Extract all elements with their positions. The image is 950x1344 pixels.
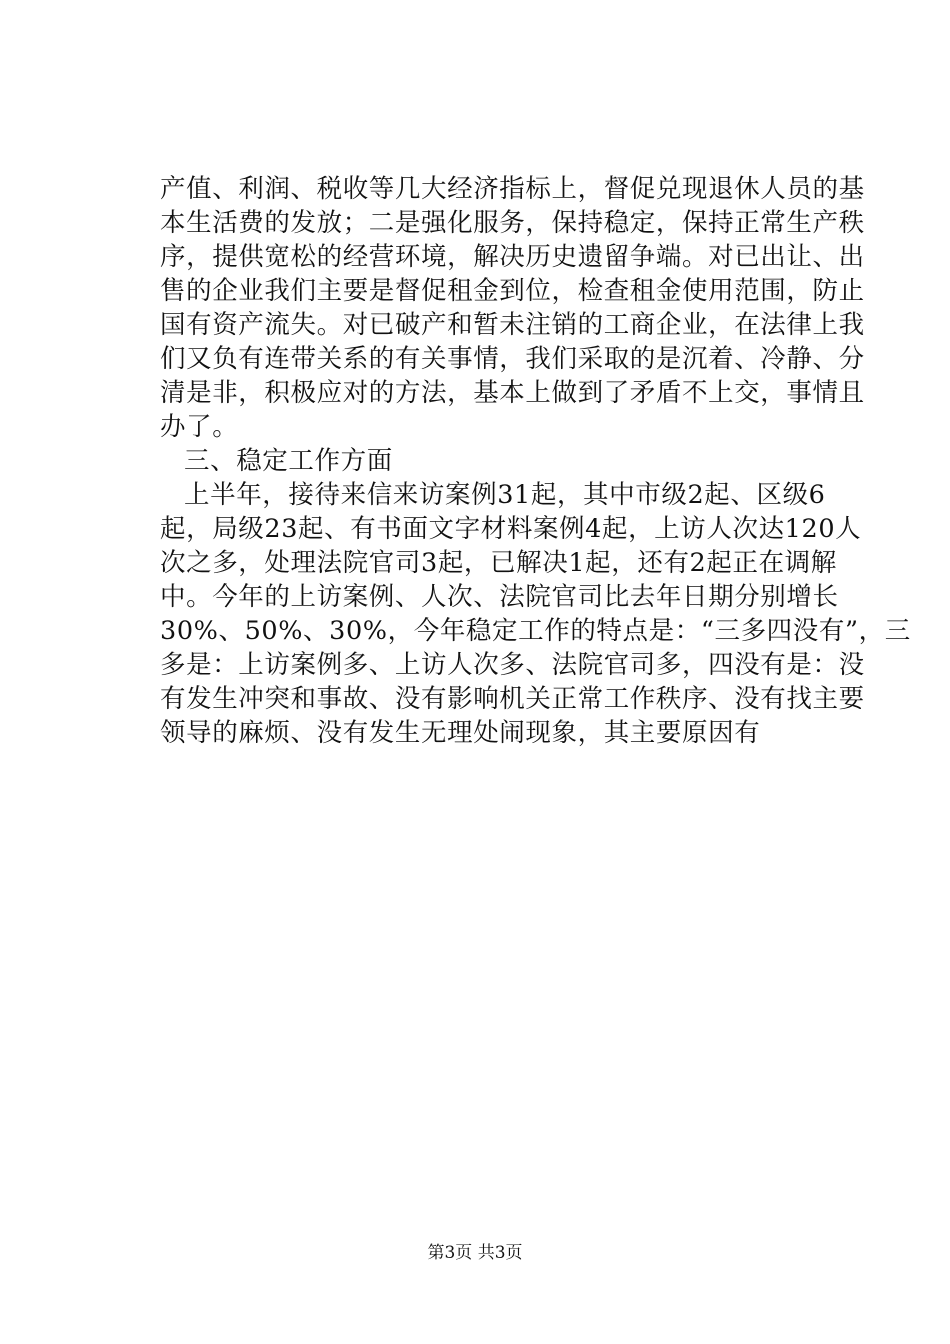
- text-line: 国有资产流失。对已破产和暂未注销的工商企业，在法律上我: [160, 310, 865, 340]
- text-line: 上半年，接待来信来访案例31起，其中市级2起、区级6: [184, 480, 826, 510]
- text-line: 序，提供宽松的经营环境，解决历史遗留争端。对已出让、出: [160, 242, 865, 272]
- text-line: 产值、利润、税收等几大经济指标上，督促兑现退休人员的基: [160, 174, 865, 204]
- page-number: 第3页 共3页: [427, 1243, 523, 1263]
- section-heading: 三、稳定工作方面: [184, 446, 393, 476]
- text-line: 多是：上访案例多、上访人次多、法院官司多，四没有是：没: [160, 650, 865, 680]
- text-line: 办了。: [160, 412, 239, 442]
- text-line: 售的企业我们主要是督促租金到位，检查租金使用范围，防止: [160, 276, 865, 306]
- text-line: 起，局级23起、有书面文字材料案例4起，上访人次达120人: [160, 514, 862, 544]
- text-line: 领导的麻烦、没有发生无理处闹现象，其主要原因有: [160, 718, 761, 748]
- text-line: 有发生冲突和事故、没有影响机关正常工作秩序、没有找主要: [160, 684, 865, 714]
- text-line: 们又负有连带关系的有关事情，我们采取的是沉着、冷静、分: [160, 344, 865, 374]
- text-line: 本生活费的发放；二是强化服务，保持稳定，保持正常生产秩: [160, 208, 865, 238]
- text-line: 中。今年的上访案例、人次、法院官司比去年日期分别增长: [160, 582, 839, 612]
- text-line: 次之多，处理法院官司3起，已解决1起，还有2起正在调解: [160, 548, 837, 578]
- page-footer: [0, 1242, 950, 1264]
- text-line: 清是非，积极应对的方法，基本上做到了矛盾不上交，事情且: [160, 378, 865, 408]
- body-text: [160, 172, 911, 750]
- text-line: 30%、50%、30%，今年稳定工作的特点是：“三多四没有”，三: [160, 616, 911, 646]
